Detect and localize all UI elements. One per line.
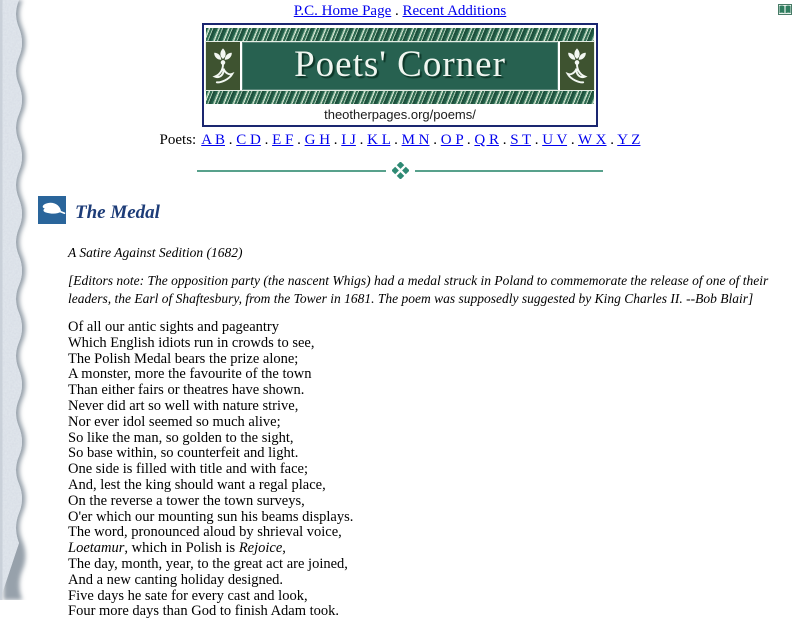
link-separator: . — [225, 132, 237, 148]
top-nav — [0, 0, 800, 20]
link-separator: . — [498, 132, 511, 148]
poem-line: Than either fairs or theatres have shown. — [68, 382, 305, 399]
poem-line: And, lest the king should want a regal place, — [68, 476, 326, 493]
banner-middle — [206, 42, 594, 90]
banner-title-bar — [242, 42, 558, 90]
poets-link-op[interactable]: O P — [440, 132, 464, 148]
poets-index-links — [201, 132, 640, 148]
poem-line: O'er which our mounting sun his beams displays. — [68, 508, 354, 525]
poem-title: The Medal — [75, 202, 160, 223]
link-separator: . — [567, 132, 579, 148]
marble-strip-bottom — [206, 91, 594, 104]
poem-line: Nor ever idol seemed so much alive; — [68, 413, 281, 430]
link-separator: . — [530, 132, 543, 148]
link-separator: . — [390, 132, 402, 148]
link-separator: . — [463, 132, 475, 148]
link-separator: . — [260, 132, 273, 148]
floral-ornament-icon — [206, 42, 240, 90]
poets-link-ab[interactable]: A B — [201, 132, 225, 148]
poem-line: Never did art so well with nature strive, — [68, 397, 299, 414]
floral-ornament-icon — [560, 42, 594, 90]
site-banner — [202, 23, 598, 127]
poem-line: So like the man, so golden to the sight, — [68, 429, 294, 446]
poem-line: And a new canting holiday designed. — [68, 571, 284, 588]
link-separator: . — [355, 132, 368, 148]
poets-link-st[interactable]: S T — [510, 132, 531, 148]
divider-line — [415, 170, 604, 172]
section-divider — [197, 162, 603, 179]
poem-subtitle: A Satire Against Sedition (1682) — [68, 245, 243, 260]
poem-line: Four more days than God to finish Adam took. — [68, 603, 340, 620]
poets-link-qr[interactable]: Q R — [474, 132, 499, 148]
poem-line: On the reverse a tower the town surveys, — [68, 492, 305, 509]
poem-line: Loetamur, which in Polish is Rejoice, — [68, 540, 286, 557]
poem-line: Which English idiots run in crowds to see, — [68, 334, 315, 351]
poem-line: Of all our antic sights and pageantry — [68, 319, 279, 335]
poem-line: So base within, so counterfeit and light. — [68, 445, 299, 462]
poem-title-row — [38, 196, 800, 224]
top-nav-links — [294, 3, 507, 19]
poets-link-kl[interactable]: K L — [367, 132, 391, 148]
poets-link-mn[interactable]: M N — [401, 132, 430, 148]
poem-line: A monster, more the favourite of the town — [68, 366, 312, 383]
poem-line: The day, month, year, to the great act are joined, — [68, 555, 348, 572]
poem-section — [38, 196, 800, 620]
poets-link-wx[interactable]: W X — [578, 132, 607, 148]
poets-link-cd[interactable]: C D — [236, 132, 261, 148]
poets-link-yz[interactable]: Y Z — [617, 132, 641, 148]
site-url: theotherpages.org/poems/ — [324, 107, 476, 122]
editors-note: [Editors note: The opposition party (the nascent Whigs) had a medal struck in Poland to commemorate the release of one of their leaders, the Earl of Shaftesbury, from the Tower in 1681. The poem was supposedly suggested by King Charles II. --Bob Blair] — [68, 273, 769, 306]
poem-line: The word, pronounced aloud by shrieval voice, — [68, 524, 342, 541]
poets-link-ef[interactable]: E F — [272, 132, 294, 148]
nav-link-recent-additions[interactable]: Recent Additions — [402, 3, 507, 19]
poets-link-ij[interactable]: I J — [341, 132, 356, 148]
divider-line — [197, 170, 386, 172]
nav-link-p-c-home-page[interactable]: P.C. Home Page — [293, 3, 392, 19]
poets-label: Poets: — [159, 132, 197, 148]
open-book-icon[interactable] — [778, 4, 792, 15]
poets-link-gh[interactable]: G H — [304, 132, 331, 148]
poem-line: One side is filled with title and with face; — [68, 461, 308, 478]
marble-strip-top — [206, 28, 594, 41]
poets-index — [0, 132, 800, 149]
banner-title: Poets' Corner — [294, 44, 506, 85]
link-separator: . — [330, 132, 342, 148]
poem-line: Five days he sate for every cast and look, — [68, 587, 308, 604]
link-separator: . — [391, 3, 403, 19]
link-separator: . — [429, 132, 441, 148]
poem-line: The Polish Medal bears the prize alone; — [68, 350, 299, 367]
leaf-icon — [38, 196, 66, 224]
poem-body — [68, 320, 800, 620]
diamond-icon — [392, 162, 409, 179]
torn-paper-edge — [0, 0, 30, 600]
link-separator: . — [606, 132, 618, 148]
link-separator: . — [293, 132, 305, 148]
poets-link-uv[interactable]: U V — [542, 132, 568, 148]
